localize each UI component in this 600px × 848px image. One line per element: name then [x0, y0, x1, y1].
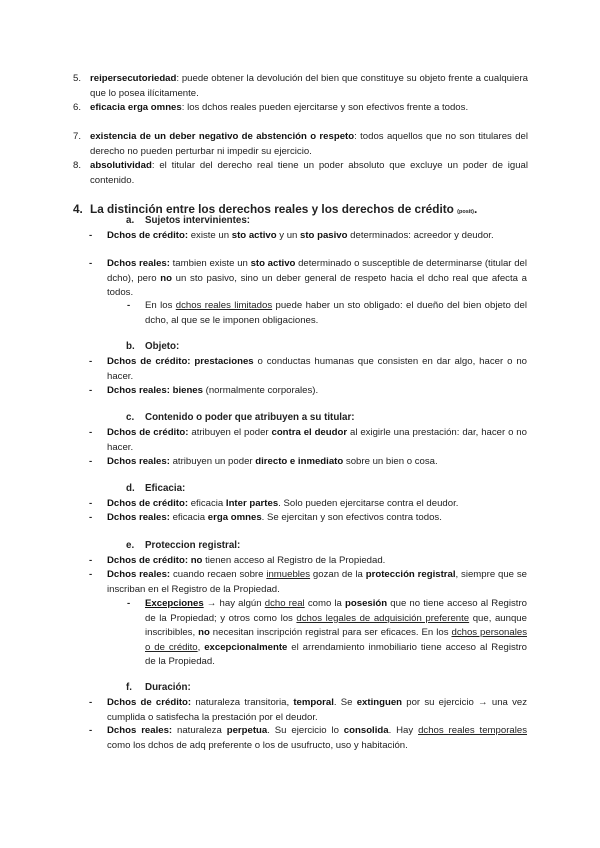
subsection-title: d. Eficacia: [126, 483, 186, 494]
subsection-title: e. Proteccion registral: [126, 540, 241, 551]
list-item: 7. existencia de un deber negativo de abstención o respeto: todos aquellos que no son titulares del derecho no pueden perturbar ni impedir su ejercicio. [73, 131, 528, 157]
subsection-title: f. Duración: [126, 682, 191, 693]
bullet-item: - Dchos reales: eficacia erga omnes. Se ejercitan y son efectivos contra todos. [89, 512, 442, 523]
section-heading: 4. La distinción entre los derechos reales y los derechos de crédito (posit). [73, 202, 478, 216]
bullet-item: - Dchos de crédito: atribuyen el poder contra el deudor al exigirle una prestación: dar, hacer o no hacer. [89, 427, 527, 453]
subsection-title: a. Sujetos intervinientes: [126, 215, 251, 226]
bullet-item: - Dchos de crédito: existe un sto activo y un sto pasivo determinados: acreedor y deudor. [89, 230, 494, 241]
bullet-item: - Dchos de crédito: prestaciones o conductas humanas que consisten en dar algo, hacer o no hacer. [89, 356, 527, 382]
bullet-item: - Dchos reales: bienes (normalmente corporales). [89, 385, 319, 396]
list-item: 6. eficacia erga omnes: los dchos reales pueden ejercitarse y son efectivos frente a todos. [73, 102, 469, 113]
bullet-item: - Dchos de crédito: no tienen acceso al Registro de la Propiedad. [89, 555, 386, 566]
sub-bullet-item: - Excepciones → hay algún dcho real como la posesión que no tiene acceso al Registro de la Propiedad; y otros como los dchos legales de adquisición preferente que, aunque inscribibles, no necesitan inscripción registral para ser eficaces. En los dchos personales o de crédito, excepcionalmente el arrendamiento inmobiliario tiene acceso al Registro de la Propiedad. [127, 598, 528, 668]
sub-bullet-item: - En los dchos reales limitados puede haber un sto obligado: el dueño del bien objeto del dcho, al que se le imponen obligaciones. [127, 300, 527, 326]
subsection-title: b. Objeto: [126, 341, 180, 352]
list-item: 8. absolutividad: el titular del derecho real tiene un poder absoluto que excluye un poder de igual contenido. [73, 160, 528, 186]
bullet-item: - Dchos de crédito: eficacia Inter partes. Solo pueden ejercitarse contra el deudor. [89, 498, 459, 509]
bullet-item: - Dchos de crédito: naturaleza transitoria, temporal. Se extinguen por su ejercicio → una vez cumplida o satisfecha la prestación por el deudor. [89, 697, 528, 723]
list-item: 5. reipersecutoriedad: puede obtener la devolución del bien que constituye su objeto frente a cualquiera que lo posea ilícitamente. [73, 73, 528, 99]
bullet-item: - Dchos reales: cuando recaen sobre inmuebles gozan de la protección registral, siempre que se inscriban en el Registro de la Propiedad. [89, 569, 527, 595]
bullet-item: - Dchos reales: naturaleza perpetua. Su ejercicio lo consolida. Hay dchos reales temporales como los dchos de adq preferente o los de usufructo, uso y habitación. [89, 725, 528, 751]
bullet-item: - Dchos reales: atribuyen un poder directo e inmediato sobre un bien o cosa. [89, 456, 438, 467]
subsection-title: c. Contenido o poder que atribuyen a su titular: [126, 412, 355, 423]
bullet-item: - Dchos reales: tambien existe un sto activo determinado o susceptible de determinarse (titular del dcho), pero no un sto pasivo, sino un deber general de respeto hacia el dcho real que afecta a todos. [89, 258, 527, 299]
